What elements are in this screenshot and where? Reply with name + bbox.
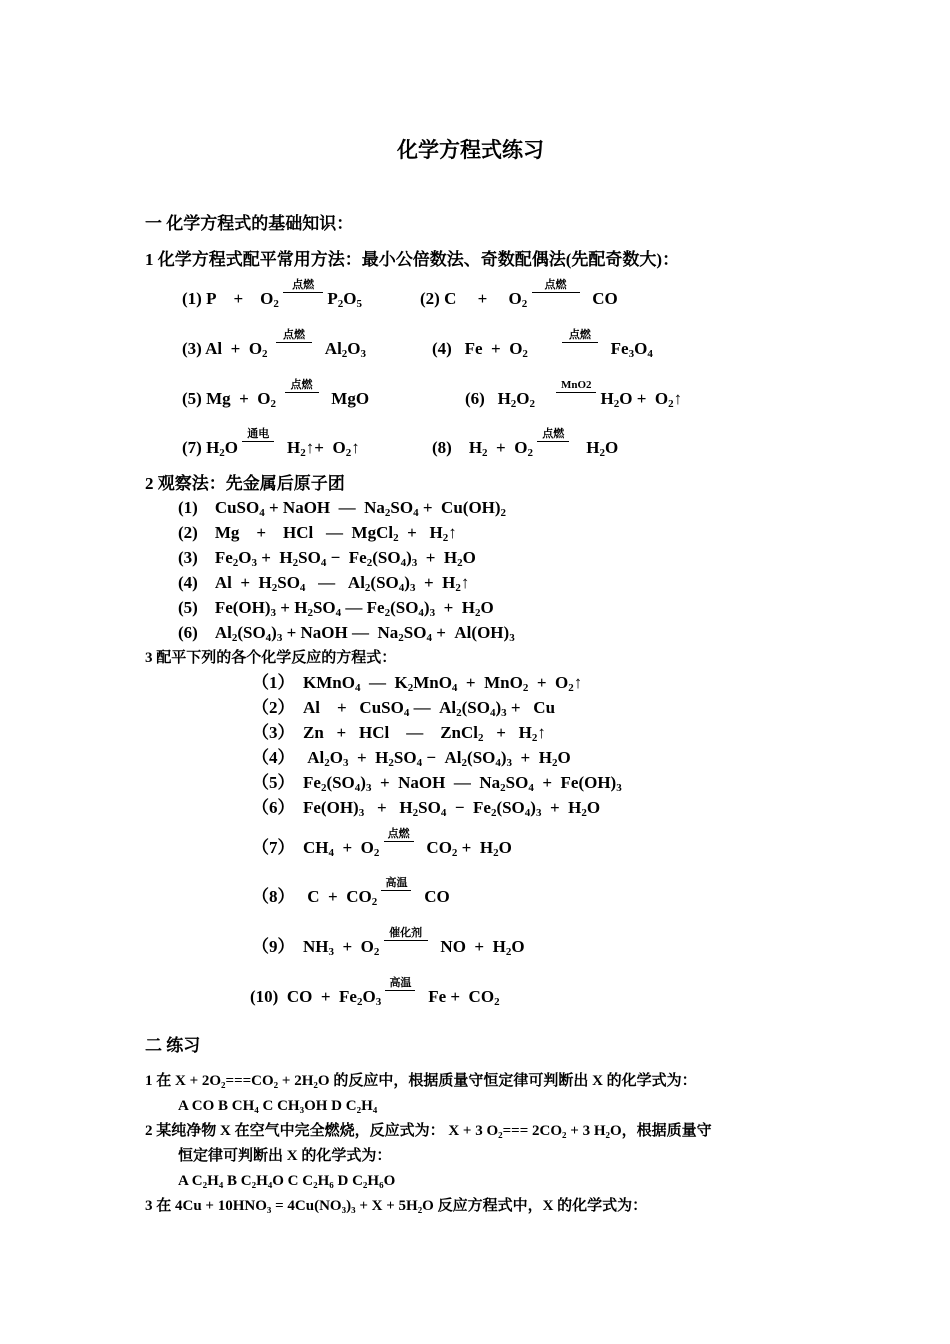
question-2-options: A C₂H₄ B C₂H₄O C C₂H₆ D C₂H₆O xyxy=(178,1173,396,1189)
reaction-arrow: 点燃 xyxy=(283,289,323,309)
equation-3-4: （4） $Al_2O_3 + H_2SO_4 - Al_2(SO_4)_3 + H_2O$ xyxy=(252,748,571,769)
reaction-arrow: 点燃 xyxy=(285,389,319,409)
item1-label: 1 化学方程式配平常用方法：最小公倍数法、奇数配偶法(先配奇数大)： xyxy=(145,250,680,269)
question-1: 1 在 X + 2O₂===CO₂ + 2H₂O 的反应中，根据质量守恒定律可判断出 X 的化学式为： xyxy=(145,1073,697,1089)
equation-2-6: (6) $Al_2(SO_4)_3$ + NaOH — $Na_2SO_4 + Al(OH)_3$ xyxy=(178,623,515,644)
reaction-arrow: MnO2 xyxy=(556,389,596,409)
reaction-arrow: 通电 xyxy=(242,438,274,458)
equation-1-5: (5) $Mg + O_2$ 点燃 MgO xyxy=(182,379,370,410)
equation-1-6: (6) $H_2O_2$ MnO2 $H_2O$ + $O_2↑$ xyxy=(465,379,683,410)
question-1-options: A CO B CH₄ C CH₃OH D C₂H₄ xyxy=(178,1098,378,1114)
reaction-arrow: 点燃 xyxy=(384,838,414,858)
section2-heading: 二 练习 xyxy=(145,1036,201,1055)
equation-1-2: (2) C + $O_2$ 点燃 CO xyxy=(420,279,618,310)
question-2-line2: 恒定律可判断出 X 的化学式为： xyxy=(178,1148,392,1164)
equation-3-8: （8） $C + CO_2$ 高温 CO xyxy=(252,877,450,908)
equation-3-1: （1） KMnO$_4$ — $K_2MnO_4 + MnO_2$ + $O_2↑$ xyxy=(252,673,583,694)
equation-2-1: (1) CuSO$_4$ + NaOH — $Na_2SO_4 + Cu(OH)_2$ xyxy=(178,498,507,519)
question-3: 3 在 4Cu + 10HNO₃ = 4Cu(NO₃)₃ + X + 5H₂O 反应方程式中，X 的化学式为： xyxy=(145,1198,648,1214)
reaction-arrow: 点燃 xyxy=(532,289,580,309)
item3-label: 3 配平下列的各个化学反应的方程式： xyxy=(145,650,397,666)
equation-1-7: (7) $H_2O$ 通电 $H_2↑+$ $O_2↑$ xyxy=(182,428,360,459)
item2-label: 2 观察法：先金属后原子团 xyxy=(145,474,345,493)
equation-2-3: (3) $Fe_2O_3 + H_2SO_4 - Fe_2(SO_4)_3 + H_2O$ xyxy=(178,548,476,569)
equation-1-1: (1) P + $O_2$ 点燃 $P_2O_5$ xyxy=(182,279,362,310)
reaction-arrow: 点燃 xyxy=(537,438,569,458)
reaction-arrow: 高温 xyxy=(385,987,415,1007)
reaction-arrow: 点燃 xyxy=(562,339,598,359)
equation-2-4: (4) $Al + H_2SO_4$ — $Al_2(SO_4)_3$ + $H_2↑$ xyxy=(178,573,470,594)
equation-3-10: (10) CO + $Fe_2O_3$ 高温 $Fe + CO_2$ xyxy=(250,977,500,1008)
equation-3-7: （7） $CH_4 + O_2$ 点燃 $CO_2 + H_2O$ xyxy=(252,828,512,859)
equation-1-3: (3) $Al + O_2$ 点燃 $Al_2O_3$ xyxy=(182,329,367,360)
reaction-arrow: 点燃 xyxy=(276,339,312,359)
reaction-arrow: 催化剂 xyxy=(384,937,428,957)
section1-heading: 一 化学方程式的基础知识： xyxy=(145,214,354,233)
equation-1-8: (8) $H_2 + O_2$ 点燃 $H_2O$ xyxy=(432,428,619,459)
equation-3-5: （5） $Fe_2(SO_4)_3$ + NaOH — $Na_2SO_4 + Fe(OH)_3$ xyxy=(252,773,622,794)
page-title: 化学方程式练习 xyxy=(397,138,544,162)
equation-3-3: （3） Zn + HCl — ZnCl$_2$ + $H_2↑$ xyxy=(252,723,546,744)
equation-3-6: （6） $Fe(OH)_3 + H_2SO_4 - Fe_2(SO_4)_3 + H_2O$ xyxy=(252,798,601,819)
equation-2-2: (2) Mg + HCl — MgCl$_2$ + $H_2↑$ xyxy=(178,523,457,544)
equation-3-9: （9） $NH_3 + O_2$ 催化剂 NO + $H_2O$ xyxy=(252,927,525,958)
equation-2-5: (5) $Fe(OH)_3 + H_2SO_4$ — $Fe_2(SO_4)_3 + H_2O$ xyxy=(178,598,494,619)
equation-1-4: (4) $Fe + O_2$ 点燃 $Fe_3O_4$ xyxy=(432,329,653,360)
equation-3-2: （2） Al + CuSO$_4$ — $Al_2(SO_4)_3 + Cu$ xyxy=(252,698,556,719)
question-2: 2 某纯净物 X 在空气中完全燃烧，反应式为： X + 3 O₂=== 2CO₂ + 3 H₂O，根据质量守 xyxy=(145,1123,712,1139)
reaction-arrow: 高温 xyxy=(381,887,411,907)
